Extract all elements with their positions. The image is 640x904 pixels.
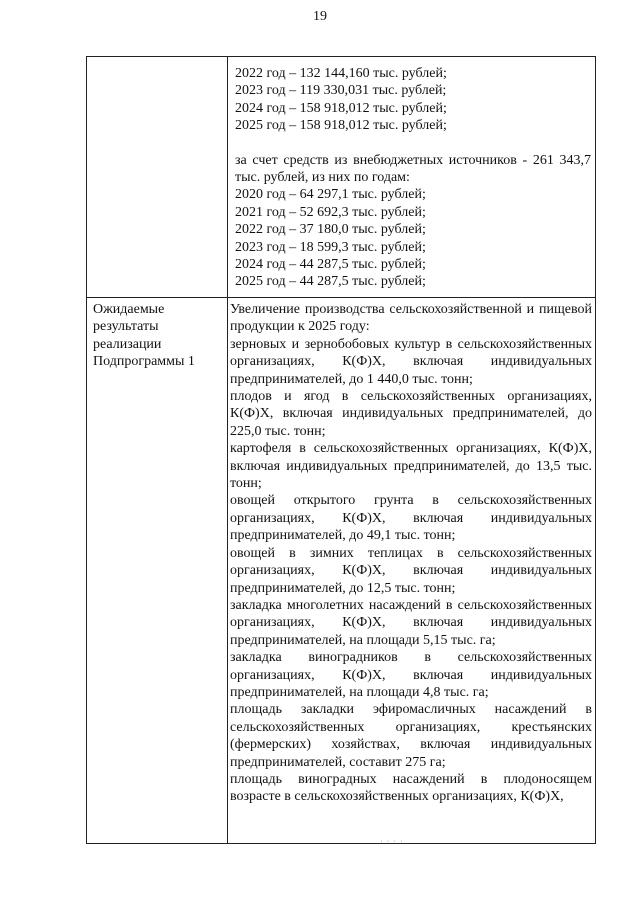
result-item: закладка виноградников в сельскохозяйственных организациях, К(Ф)Х, включая индивидуальных предпринимателей, на площади 4,8 тыс. га; [230,650,592,700]
result-item: площадь виноградных насаждений в плодоносящем возрасте в сельскохозяйственных организациях, К(Ф)Х, [230,771,592,805]
results-label: Ожидаемые результаты реализации Подпрограммы 1 [93,302,195,370]
budget-line: 2024 год – 158 918,012 тыс. рублей; [235,100,447,116]
column-divider [227,57,228,843]
extrabudget-line: 2023 год – 18 599,3 тыс. рублей; [235,239,426,255]
result-item: овощей в зимних теплицах в сельскохозяйственных организациях, К(Ф)Х, включая индивидуальных предпринимателей, до 12,5 тыс. тонн; [230,545,592,596]
extrabudget-line: 2022 год – 37 180,0 тыс. рублей; [235,222,426,238]
budget-line: 2022 год – 132 144,160 тыс. рублей; [235,66,447,81]
budget-line: 2025 год – 158 918,012 тыс. рублей; [235,118,447,134]
result-item: плодов и ягод в сельскохозяйственных организациях, К(Ф)Х, включая индивидуальных предпринимателей, до 225,0 тыс. тонн; [230,389,592,439]
extrabudget-line: 2021 год – 52 692,3 тыс. рублей; [235,204,426,220]
extrabudget-intro: за счет средств из внебюджетных источников - 261 343,7 тыс. рублей, из них по годам: [235,152,591,186]
scan-mark: ˙ ˙ ˙ ˙ [380,839,404,848]
result-item: картофеля в сельскохозяйственных организациях, К(Ф)Х, включая индивидуальных предпринимателей, до 13,5 тыс. тонн; [230,441,592,492]
results-cell [230,301,592,806]
extrabudget-line: 2024 год – 44 287,5 тыс. рублей; [235,257,426,273]
result-item: Увеличение производства сельскохозяйственной и пищевой продукции к 2025 году: [230,302,592,335]
program-passport-table [86,56,596,844]
result-item: площадь закладки эфиромасличных насаждений в сельскохозяйственных организациях, крестьянских (фермерских) хозяйствах, включая индивидуальных предпринимателей, составит 275 га; [230,702,592,770]
result-item: закладка многолетних насаждений в сельскохозяйственных организациях, К(Ф)Х, включая индивидуальных предпринимателей, на площади 5,15 тыс. га; [230,597,592,648]
row-divider [87,297,595,298]
extrabudget-line: 2025 год – 44 287,5 тыс. рублей; [235,274,426,290]
budget-line: 2023 год – 119 330,031 тыс. рублей; [235,83,447,99]
page-number: 19 [313,9,327,24]
result-item: овощей открытого грунта в сельскохозяйственных организациях, К(Ф)Х, включая индивидуальных предпринимателей, до 49,1 тыс. тонн; [230,493,592,544]
extrabudget-line: 2020 год – 64 297,1 тыс. рублей; [235,187,426,203]
funding-cell [235,65,591,291]
result-item: зерновых и зернобобовых культур в сельскохозяйственных организациях, К(Ф)Х, включая индивидуальных предпринимателей, до 1 440,0 тыс. тонн; [230,336,592,387]
